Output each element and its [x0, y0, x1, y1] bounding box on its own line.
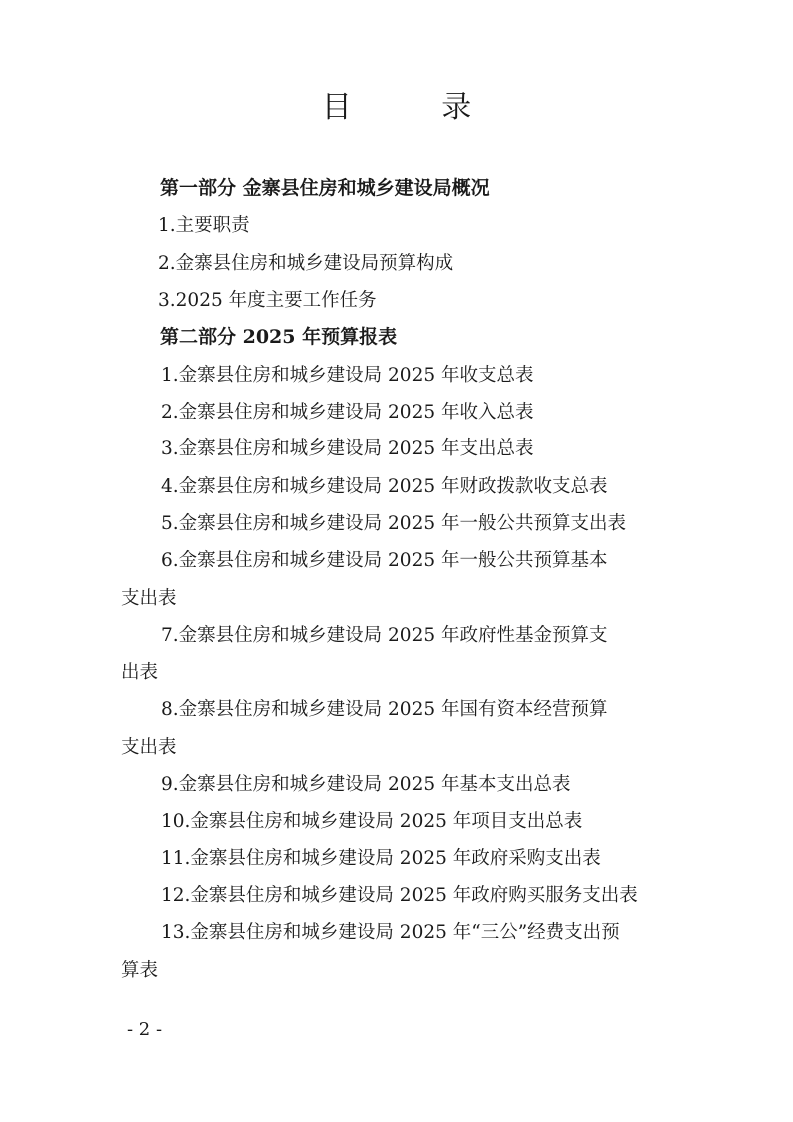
part2-item-7-continuation: 出表 [121, 662, 159, 683]
part1-item-2: 2.金寨县住房和城乡建设局预算构成 [158, 253, 454, 274]
part2-item-5: 5.金寨县住房和城乡建设局 2025 年一般公共预算支出表 [161, 513, 626, 534]
part2-item-1: 1.金寨县住房和城乡建设局 2025 年收支总表 [161, 365, 534, 386]
part2-heading: 第二部分 2025 年预算报表 [160, 326, 398, 348]
part2-item-6: 6.金寨县住房和城乡建设局 2025 年一般公共预算基本 [161, 550, 608, 571]
part2-item-2: 2.金寨县住房和城乡建设局 2025 年收入总表 [161, 402, 534, 423]
part2-item-8: 8.金寨县住房和城乡建设局 2025 年国有资本经营预算 [161, 699, 608, 720]
part2-item-7: 7.金寨县住房和城乡建设局 2025 年政府性基金预算支 [161, 625, 608, 646]
part2-item-9: 9.金寨县住房和城乡建设局 2025 年基本支出总表 [161, 774, 571, 795]
part1-item-1: 1.主要职责 [158, 215, 250, 236]
part2-item-10: 10.金寨县住房和城乡建设局 2025 年项目支出总表 [161, 811, 583, 832]
part2-item-8-continuation: 支出表 [121, 737, 177, 758]
page-title: 目 录 [321, 90, 512, 125]
part2-item-3: 3.金寨县住房和城乡建设局 2025 年支出总表 [161, 438, 534, 459]
part1-item-3: 3.2025 年度主要工作任务 [158, 290, 377, 311]
part2-item-13-continuation: 算表 [121, 960, 159, 981]
part2-item-12: 12.金寨县住房和城乡建设局 2025 年政府购买服务支出表 [161, 885, 638, 906]
part2-item-13: 13.金寨县住房和城乡建设局 2025 年“三公”经费支出预 [161, 922, 620, 943]
page-number: - 2 - [126, 1019, 163, 1040]
part2-item-11: 11.金寨县住房和城乡建设局 2025 年政府采购支出表 [161, 848, 601, 869]
part2-item-4: 4.金寨县住房和城乡建设局 2025 年财政拨款收支总表 [161, 476, 608, 497]
part2-item-6-continuation: 支出表 [121, 588, 177, 609]
part1-heading: 第一部分 金寨县住房和城乡建设局概况 [160, 177, 490, 199]
